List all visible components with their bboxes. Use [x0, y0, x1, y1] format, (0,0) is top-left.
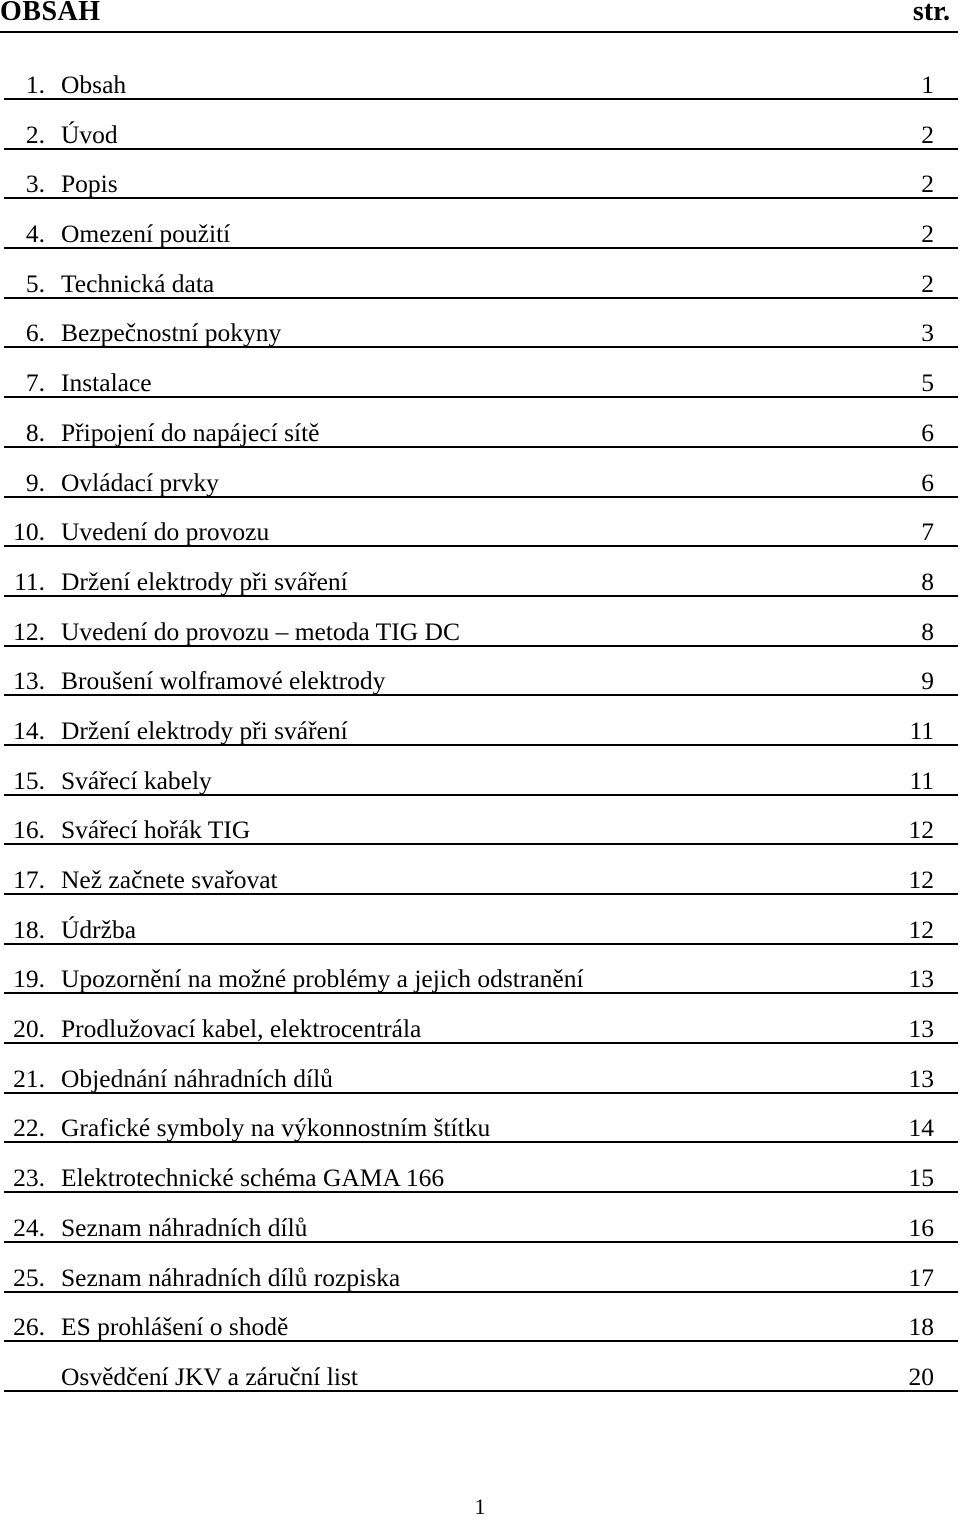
toc-entry-number: 23.	[13, 1163, 45, 1193]
toc-entry-page: 2	[921, 219, 934, 249]
toc-entry-number: 22.	[13, 1113, 45, 1143]
toc-entry-page: 1	[921, 70, 934, 99]
toc-entry-page: 9	[921, 666, 934, 696]
toc-entry-title: Technická data	[61, 268, 215, 298]
toc-entry[interactable]	[4, 847, 958, 895]
toc-entry[interactable]	[4, 698, 958, 746]
toc-entry-page: 20	[908, 1361, 934, 1391]
toc-entry-title: Prodlužovací kabel, elektrocentrála	[61, 1014, 422, 1044]
toc-entry-number: 15.	[13, 765, 45, 795]
toc-entry-title: Ovládací prvky	[61, 467, 219, 497]
toc-entry-title: Bezpečnostní pokyny	[61, 318, 282, 348]
toc-entry-title: Seznam náhradních dílů rozpiska	[61, 1262, 401, 1292]
page-column-label: str.	[912, 0, 950, 27]
toc-entry[interactable]	[4, 1145, 958, 1193]
toc-entry-number: 20.	[13, 1014, 45, 1044]
toc-entry-number: 6.	[25, 318, 45, 348]
toc-entry[interactable]	[4, 1095, 958, 1143]
toc-entry-number: 17.	[13, 865, 45, 894]
toc-entry-page: 16	[908, 1212, 934, 1242]
toc-entry-title: Broušení wolframové elektrody	[61, 666, 386, 696]
toc-entry-page: 6	[921, 417, 934, 447]
toc-entry[interactable]	[4, 1046, 958, 1094]
toc-entry-title: Osvědčení JKV a záruční list	[61, 1361, 358, 1391]
toc-entry-page: 2	[921, 268, 934, 298]
toc-entry-title: Omezení použití	[61, 219, 231, 249]
toc-entry[interactable]	[4, 400, 958, 448]
toc-entry-number: 16.	[13, 815, 45, 845]
toc-entry-title: Elektrotechnické schéma GAMA 166	[61, 1163, 445, 1193]
toc-entry-page: 8	[921, 566, 934, 596]
toc-entry-page: 13	[908, 1063, 934, 1093]
toc-entry-page: 13	[908, 1014, 934, 1044]
toc-entry-number: 12.	[13, 616, 45, 646]
toc-entry-number: 21.	[13, 1063, 45, 1093]
toc-entry-page: 5	[921, 368, 934, 398]
toc-entry-title: Připojení do napájecí sítě	[61, 417, 320, 447]
toc-entry-number: 25.	[13, 1262, 45, 1292]
toc-entry-title: Instalace	[61, 368, 152, 398]
toc-entry-page: 2	[921, 119, 934, 149]
toc-entry-page: 3	[921, 318, 934, 348]
toc-entry[interactable]	[4, 797, 958, 845]
toc-entry-title: Objednání náhradních dílů	[61, 1063, 333, 1093]
toc-entry[interactable]	[4, 499, 958, 547]
toc-entry-title: Než začnete svařovat	[61, 865, 278, 894]
toc-entry-title: Svářecí hořák TIG	[61, 815, 251, 845]
toc-entry-number: 9.	[25, 467, 45, 497]
toc-entry-page: 12	[908, 865, 934, 894]
toc-entry-title: Upozornění na možné problémy a jejich odstranění	[61, 964, 584, 994]
toc-entry-number: 7.	[25, 368, 45, 398]
toc-header	[0, 0, 958, 33]
toc-entry[interactable]	[4, 201, 958, 249]
toc-entry[interactable]	[4, 599, 958, 647]
toc-entry[interactable]	[4, 52, 958, 100]
toc-entry[interactable]	[4, 102, 958, 150]
toc-entry-title: Držení elektrody při sváření	[61, 715, 348, 745]
toc-entry-page: 8	[921, 616, 934, 646]
toc-entry-title: Uvedení do provozu – metoda TIG DC	[61, 616, 460, 646]
toc-entry-page: 18	[908, 1312, 934, 1342]
toc-entry[interactable]	[4, 1195, 958, 1243]
toc-entry-number: 13.	[13, 666, 45, 696]
toc-entry[interactable]	[4, 996, 958, 1044]
toc-entry-title: Úvod	[61, 119, 118, 149]
toc-entry[interactable]	[4, 946, 958, 994]
toc-entry-number: 19.	[13, 964, 45, 994]
toc-entry-number: 8.	[25, 417, 45, 447]
toc-entry[interactable]	[4, 648, 958, 696]
toc-entry-title: ES prohlášení o shodě	[61, 1312, 289, 1342]
toc-entry-page: 12	[908, 815, 934, 845]
toc-entry-page: 14	[908, 1113, 934, 1143]
toc-entry-title: Seznam náhradních dílů	[61, 1212, 308, 1242]
toc-entry-page: 2	[921, 169, 934, 199]
toc-entry-number: 2.	[25, 119, 45, 149]
toc-entry-page: 17	[908, 1262, 934, 1292]
toc-entry-number: 11.	[14, 566, 45, 596]
toc-entry[interactable]	[4, 450, 958, 498]
toc-entry-title: Obsah	[61, 70, 127, 99]
toc-entry-page: 15	[908, 1163, 934, 1193]
toc-entry[interactable]	[4, 1294, 958, 1342]
toc-entry-number: 26.	[13, 1312, 45, 1342]
toc-entry-number: 10.	[13, 517, 45, 547]
toc-entry[interactable]	[4, 748, 958, 796]
toc-entry-number: 18.	[13, 914, 45, 944]
toc-entry-number: 3.	[25, 169, 45, 199]
table-of-contents	[4, 52, 958, 1394]
page-number: 1	[474, 1494, 486, 1519]
toc-entry-title: Popis	[61, 169, 118, 199]
toc-entry[interactable]	[4, 1245, 958, 1293]
toc-entry[interactable]	[4, 251, 958, 299]
toc-entry-page: 12	[908, 914, 934, 944]
toc-entry-number: 24.	[13, 1212, 45, 1242]
toc-entry-title: Grafické symboly na výkonnostním štítku	[61, 1113, 491, 1143]
toc-entry[interactable]	[4, 350, 958, 398]
toc-entry-title: Uvedení do provozu	[61, 517, 270, 547]
toc-entry-title: Údržba	[61, 914, 137, 944]
toc-entry[interactable]	[4, 549, 958, 597]
toc-entry-title: Svářecí kabely	[61, 765, 212, 795]
toc-entry-page: 7	[921, 517, 934, 547]
toc-entry[interactable]	[4, 300, 958, 348]
toc-entry-number: 5.	[25, 268, 45, 298]
toc-entry-number: 4.	[25, 219, 45, 249]
toc-entry[interactable]	[4, 897, 958, 945]
toc-entry-page: 11	[909, 715, 934, 745]
page-title: OBSAH	[0, 0, 101, 27]
toc-entry[interactable]	[4, 151, 958, 199]
toc-entry-title: Držení elektrody při sváření	[61, 566, 348, 596]
toc-entry-page: 13	[908, 964, 934, 994]
toc-entry-page: 11	[909, 765, 934, 795]
toc-entry-number: 14.	[13, 715, 45, 745]
toc-entry-page: 6	[921, 467, 934, 497]
toc-entry[interactable]	[4, 1344, 958, 1392]
toc-entry-number: 1.	[25, 70, 45, 99]
